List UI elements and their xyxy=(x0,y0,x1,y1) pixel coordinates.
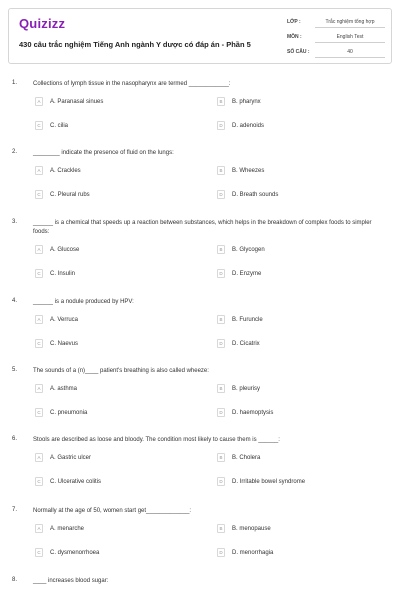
option-text: A. Crackles xyxy=(50,167,81,174)
question-number: 7. xyxy=(12,507,18,513)
question-text: The sounds of a (n)____ patient's breathing is also called wheeze: xyxy=(33,368,209,374)
option-letter-badge: A xyxy=(35,453,43,462)
option-text: C. pneumonia xyxy=(50,409,88,416)
meta-row-count xyxy=(287,45,387,60)
option-text: D. menorrhagia xyxy=(232,549,274,556)
option-letter-badge: C xyxy=(35,408,43,417)
option-text: A. asthma xyxy=(50,385,78,392)
option-text: D. Enzyme xyxy=(232,270,262,277)
option-text: D. Breath sounds xyxy=(232,191,279,198)
option-letter-badge: D xyxy=(217,269,225,278)
option-letter-badge: A xyxy=(35,166,43,175)
option-text: C. cilia xyxy=(50,122,69,129)
option-letter-badge: B xyxy=(217,315,225,324)
option-text: A. Verruca xyxy=(50,316,79,323)
option-letter-badge: A xyxy=(35,245,43,254)
option-letter-badge: B xyxy=(217,245,225,254)
option-text: B. Cholera xyxy=(232,454,261,461)
option-letter-badge: D xyxy=(217,190,225,199)
option-letter-badge: C xyxy=(35,190,43,199)
question-number: 6. xyxy=(12,436,18,442)
question-text: ____ increases blood sugar: xyxy=(33,578,109,584)
question-number: 4. xyxy=(12,298,18,304)
option-letter-badge: C xyxy=(35,269,43,278)
option-text: D. Cicatrix xyxy=(232,340,260,347)
option-text: D. adenoids xyxy=(232,122,265,129)
option-letter-badge: D xyxy=(217,121,225,130)
option-text: A. Gastric ulcer xyxy=(50,454,92,461)
option-text: C. Ulcerative colitis xyxy=(50,478,102,485)
question-text: Stools are described as loose and bloody. The condition most likely to cause them is ______: xyxy=(33,437,280,443)
option-text: C. Naevus xyxy=(50,340,79,347)
worksheet-header xyxy=(8,8,392,64)
meta-row-subject xyxy=(287,30,387,45)
quizizz-logo: Quizizz xyxy=(19,16,66,31)
option-text: B. Furuncle xyxy=(232,316,263,323)
option-letter-badge: B xyxy=(217,97,225,106)
meta-value: Trắc nghiệm tổng hợp xyxy=(315,19,385,28)
option-letter-badge: B xyxy=(217,453,225,462)
option-letter-badge: C xyxy=(35,121,43,130)
option-letter-badge: B xyxy=(217,384,225,393)
meta-panel xyxy=(287,15,387,60)
meta-value: 40 xyxy=(315,49,385,58)
page-title: 430 câu trắc nghiệm Tiếng Anh ngành Y dược có đáp án - Phần 5 xyxy=(19,40,251,49)
question-number: 3. xyxy=(12,219,18,225)
question-text: Normally at the age of 50, women start get_____________: xyxy=(33,508,192,514)
option-text: B. menopause xyxy=(232,525,271,532)
question-number: 5. xyxy=(12,367,18,373)
option-letter-badge: C xyxy=(35,548,43,557)
option-letter-badge: C xyxy=(35,477,43,486)
option-letter-badge: A xyxy=(35,315,43,324)
question-text: ______ is a chemical that speeds up a reaction between substances, which helps in the breakdown of complex foods to simpler foods: xyxy=(33,220,372,235)
option-text: C. Pleural rubs xyxy=(50,191,90,198)
option-letter-badge: D xyxy=(217,548,225,557)
question-text: Collections of lymph tissue in the nasopharynx are termed ____________: xyxy=(33,81,231,87)
option-letter-badge: A xyxy=(35,524,43,533)
option-letter-badge: D xyxy=(217,408,225,417)
option-letter-badge: C xyxy=(35,339,43,348)
meta-row-class xyxy=(287,15,387,30)
option-text: D. haemoptysis xyxy=(232,409,274,416)
option-letter-badge: B xyxy=(217,524,225,533)
option-text: A. Paranasal sinues xyxy=(50,98,104,105)
option-letter-badge: A xyxy=(35,384,43,393)
question-number: 2. xyxy=(12,149,18,155)
question-text: ______ is a nodule produced by HPV: xyxy=(33,299,134,305)
option-text: B. Wheezes xyxy=(232,167,265,174)
option-text: D. Irritable bowel syndrome xyxy=(232,478,306,485)
option-text: C. dysmenorrhoea xyxy=(50,549,100,556)
meta-value: English Test xyxy=(315,34,385,43)
meta-label: LỚP : xyxy=(287,19,301,25)
question-number: 8. xyxy=(12,577,18,583)
option-letter-badge: B xyxy=(217,166,225,175)
option-text: B. pharynx xyxy=(232,98,261,105)
option-text: B. pleurisy xyxy=(232,385,261,392)
option-text: A. menarche xyxy=(50,525,85,532)
option-letter-badge: D xyxy=(217,339,225,348)
option-text: B. Glycogen xyxy=(232,246,265,253)
option-letter-badge: A xyxy=(35,97,43,106)
meta-label: SỐ CÂU : xyxy=(287,49,310,55)
option-text: C. Insulin xyxy=(50,270,76,277)
question-number: 1. xyxy=(12,80,18,86)
option-text: A. Glucose xyxy=(50,246,80,253)
option-letter-badge: D xyxy=(217,477,225,486)
meta-label: MÔN : xyxy=(287,34,302,40)
question-text: ________ indicate the presence of fluid on the lungs: xyxy=(33,150,174,156)
